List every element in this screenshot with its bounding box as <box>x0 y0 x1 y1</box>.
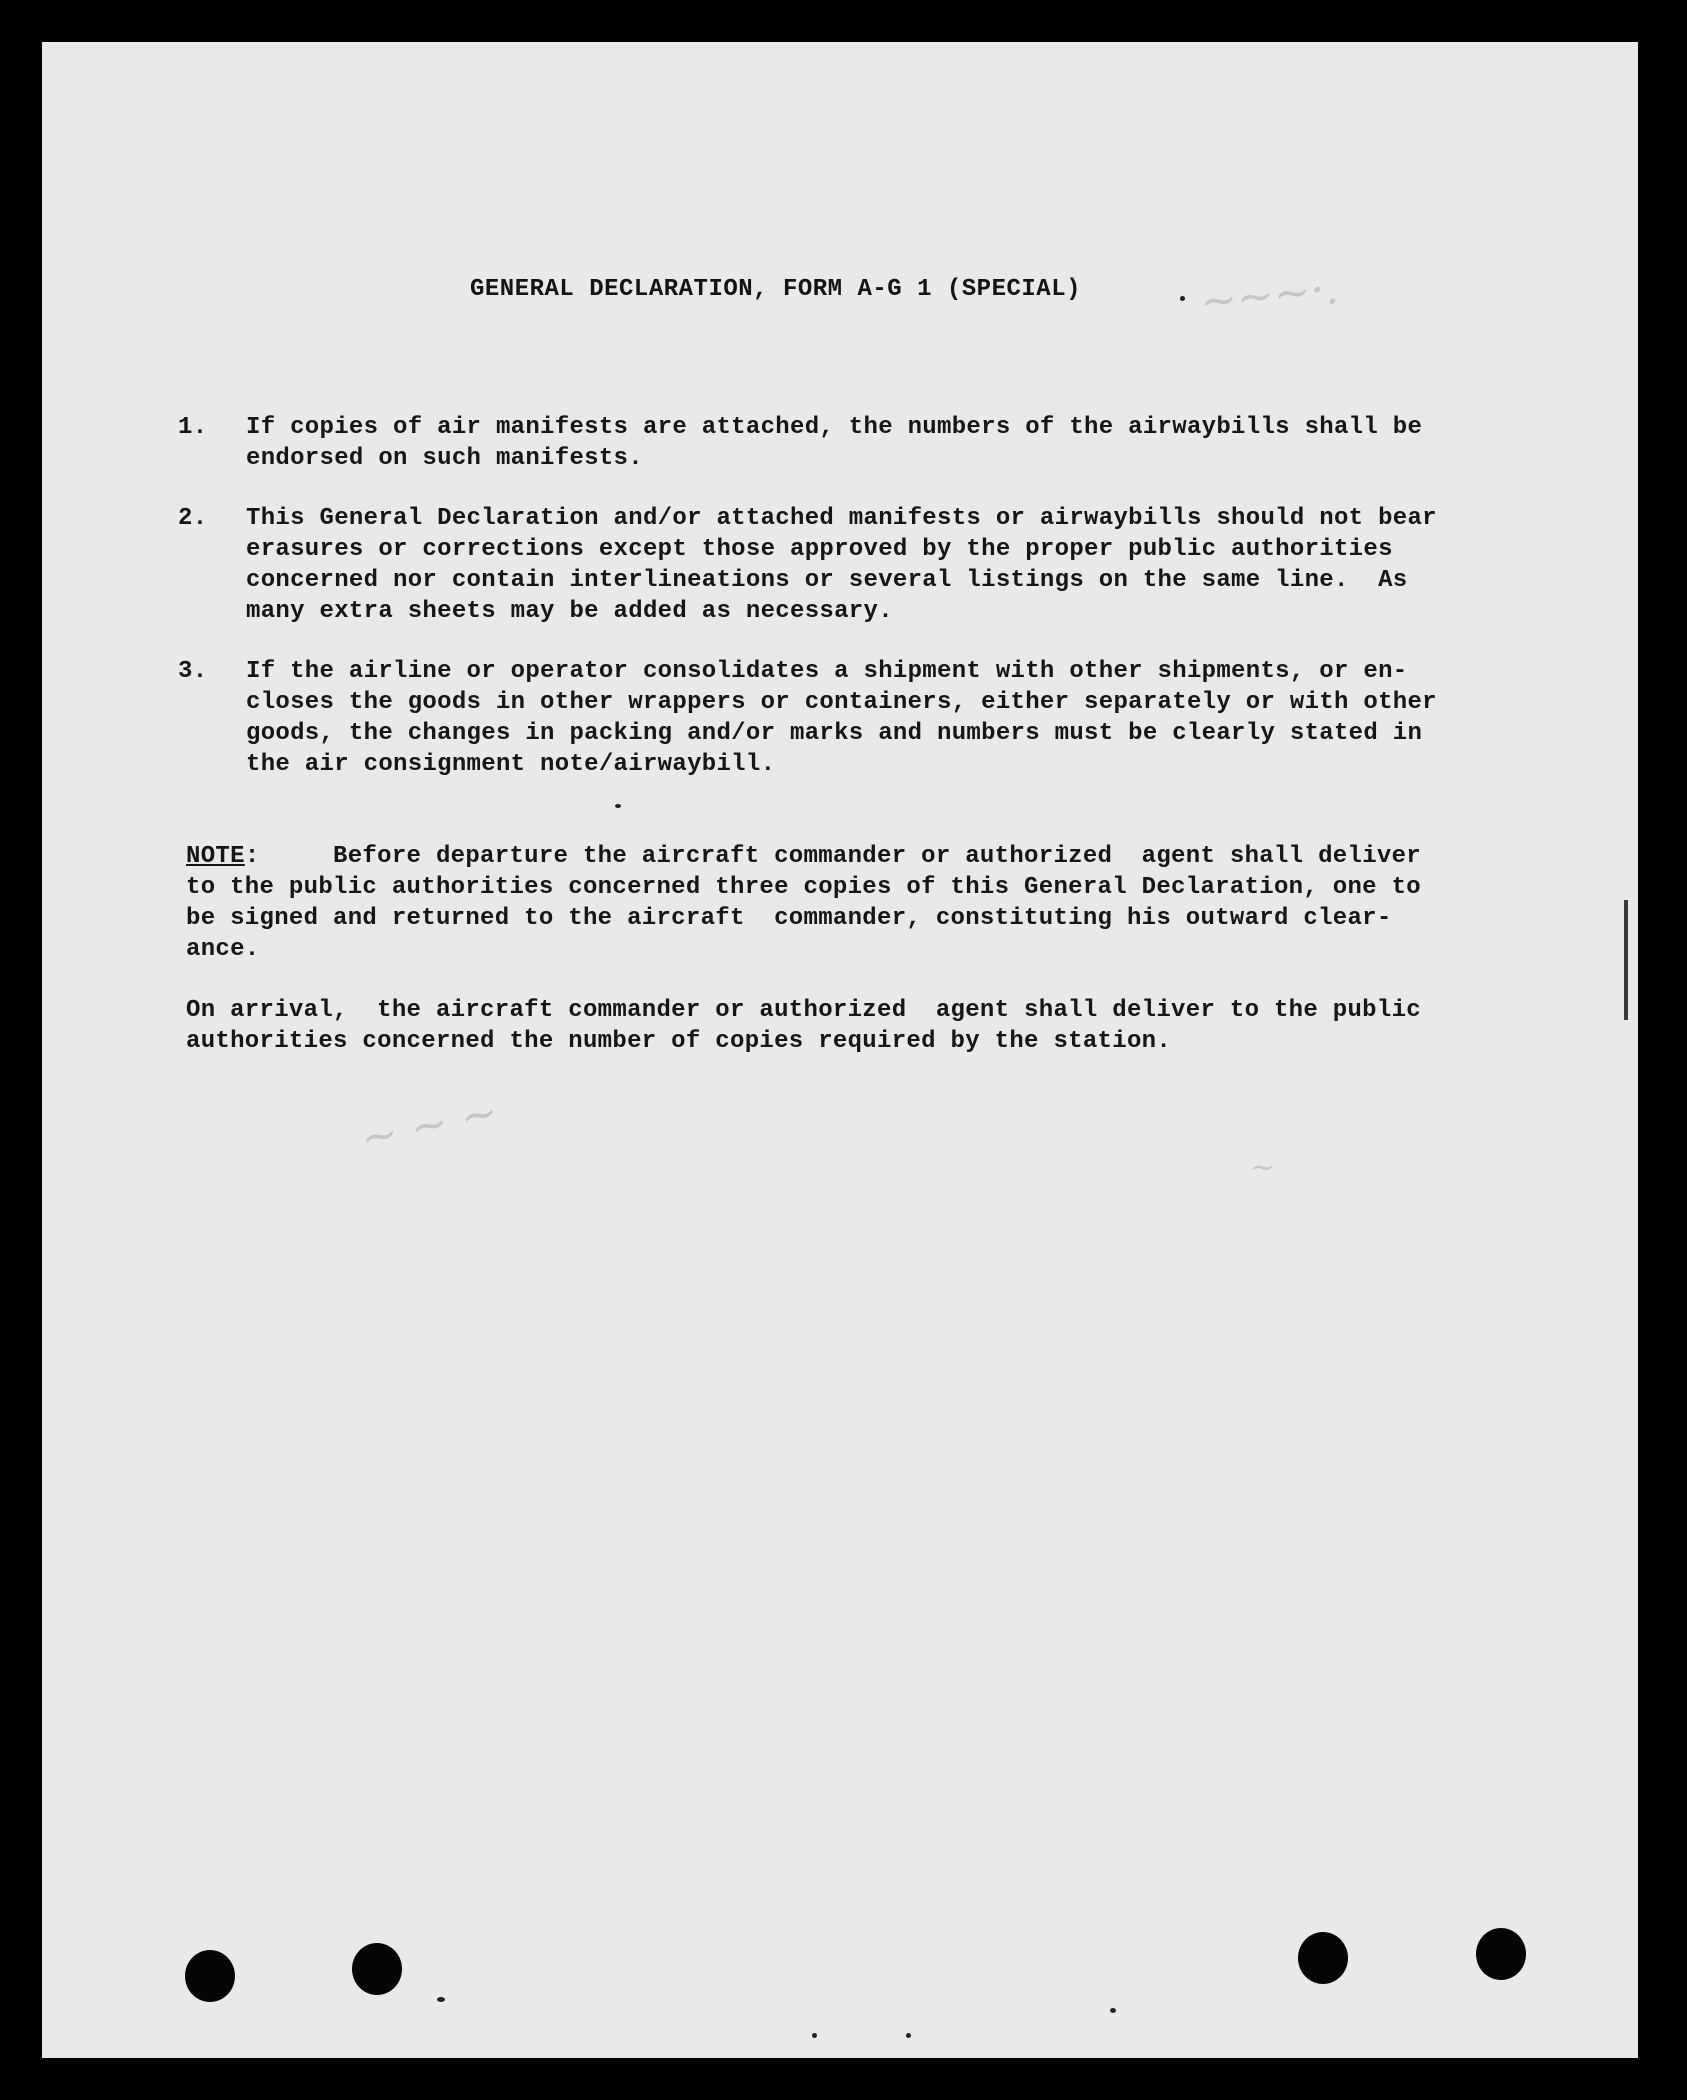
list-item-3 <box>178 656 1496 780</box>
scan-edge-mark <box>1624 900 1628 1020</box>
punch-hole <box>1298 1932 1348 1984</box>
arrival-text: On arrival, the aircraft commander or authorized agent shall deliver to the public authorities concerned the number of copies required by the station. <box>186 997 1421 1055</box>
page-title: GENERAL DECLARATION, FORM A-G 1 (SPECIAL) <box>470 276 1081 303</box>
speck <box>906 2033 911 2038</box>
note-label: NOTE <box>186 843 245 870</box>
item-number: 2. <box>178 505 208 532</box>
speck <box>1180 296 1185 301</box>
item-text: This General Declaration and/or attached manifests or airwaybills should not bear erasures or corrections except those approved by the proper public authorities concerned nor contain interlineations or several listings on the same line. As many extra sheets may be added as necessary. <box>246 505 1437 625</box>
punch-hole <box>352 1943 402 1995</box>
list-item-2 <box>178 503 1496 627</box>
list-item-1 <box>178 412 1496 474</box>
arrival-paragraph <box>186 995 1496 1057</box>
bleed-through-mark: ~ ~ ~ <box>356 1086 503 1165</box>
punch-hole <box>1476 1928 1526 1980</box>
item-number: 3. <box>178 658 208 685</box>
note-text: : Before departure the aircraft commander or authorized agent shall deliver to the public authorities concerned three copies of this General Declaration, one to be signed and returned to the aircraft commander, constituting his outward clear- ance. <box>186 843 1421 963</box>
speck <box>812 2033 817 2038</box>
punch-hole <box>185 1950 235 2002</box>
item-text: If copies of air manifests are attached, the numbers of the airwaybills shall be endorsed on such manifests. <box>246 414 1423 472</box>
speck <box>615 804 621 808</box>
bleed-through-mark: ~~~·. <box>1197 262 1341 329</box>
speck <box>1110 2008 1116 2013</box>
speck <box>437 1997 445 2002</box>
note-paragraph <box>186 841 1496 965</box>
bleed-through-mark: ~ <box>1250 1150 1276 1185</box>
item-text: If the airline or operator consolidates a shipment with other shipments, or en- closes the goods in other wrappers or containers, either separately or with other goods, the changes in packing and/or marks and numbers must be clearly stated in the air consignment note/airwaybill. <box>246 658 1437 778</box>
item-number: 1. <box>178 414 208 441</box>
